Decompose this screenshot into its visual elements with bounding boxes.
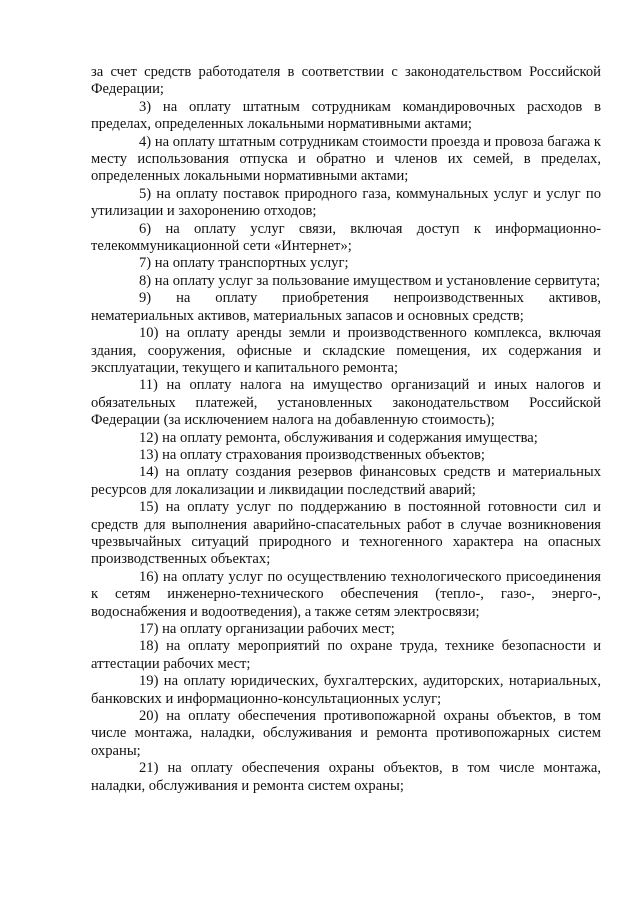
paragraph-item-5: 5) на оплату поставок природного газа, коммунальных услуг и услуг по утилизации и захоронению отходов; [91,185,601,220]
paragraph-item-13: 13) на оплату страхования производственных объектов; [139,446,485,463]
paragraph-item-9: 9) на оплату приобретения непроизводственных активов, нематериальных активов, материальных запасов и основных средств; [91,290,601,324]
paragraph-item-19: 19) на оплату юридических, бухгалтерских, аудиторских, нотариальных, банковских и информационно-консультационных услуг; [91,673,601,707]
paragraph-item-11: 11) на оплату налога на имущество организаций и иных налогов и обязательных платежей, установленных законодательством Российской Федерации (за исключением налога на добавленную стоимость); [91,377,601,429]
paragraph-item-17: 17) на оплату организации рабочих мест; [139,621,395,637]
paragraph-item-10: 10) на оплату аренды земли и производственного комплекса, включая здания, сооружения, офисные и складские помещения, их содержания и эксплуатации, текущего и капитального ремонта; [91,325,601,376]
paragraph-item-18: 18) на оплату мероприятий по охране труда, технике безопасности и аттестации рабочих мест; [91,638,601,672]
paragraph-item-20: 20) на оплату обеспечения противопожарной охраны объектов, в том числе монтажа, наладки, обслуживания и ремонта противопожарных систем охраны; [91,708,601,759]
paragraph-item-3: 3) на оплату штатным сотрудникам командировочных расходов в пределах, определенных локальными нормативными актами; [91,98,601,133]
paragraph-continuation: за счет средств работодателя в соответствии с законодательством Российской Федерации; [91,64,601,98]
paragraph-item-21: 21) на оплату обеспечения охраны объектов, в том числе монтажа, наладки, обслуживания и ремонта систем охраны; [91,760,601,794]
paragraph-item-14: 14) на оплату создания резервов финансовых средств и материальных ресурсов для локализации и ликвидации последствий аварий; [91,464,601,498]
document-page [91,64,601,795]
paragraph-item-6: 6) на оплату услуг связи, включая доступ к информационно-телекоммуникационной сети «Интернет»; [91,220,601,255]
paragraph-item-12: 12) на оплату ремонта, обслуживания и содержания имущества; [139,429,538,446]
paragraph-item-16: 16) на оплату услуг по осуществлению технологического присоединения к сетям инженерно-технического обеспечения (тепло-, газо-, энерго-, водоснабжения и водоотведения), а также сетям электросвязи; [91,568,601,620]
paragraph-item-8: 8) на оплату услуг за пользование имуществом и установление сервитута; [139,272,601,289]
paragraph-item-4: 4) на оплату штатным сотрудникам стоимости проезда и провоза багажа к месту использования отпуска и обратно и членов их семей, в пределах, определенных локальными нормативными актами; [91,133,601,185]
paragraph-item-7: 7) на оплату транспортных услуг; [139,255,349,272]
paragraph-item-15: 15) на оплату услуг по поддержанию в постоянной готовности сил и средств для выполнения аварийно-спасательных работ в случае возникновения чрезвычайных ситуаций природного и техногенного характера на опасных производственных объектах; [91,499,601,568]
